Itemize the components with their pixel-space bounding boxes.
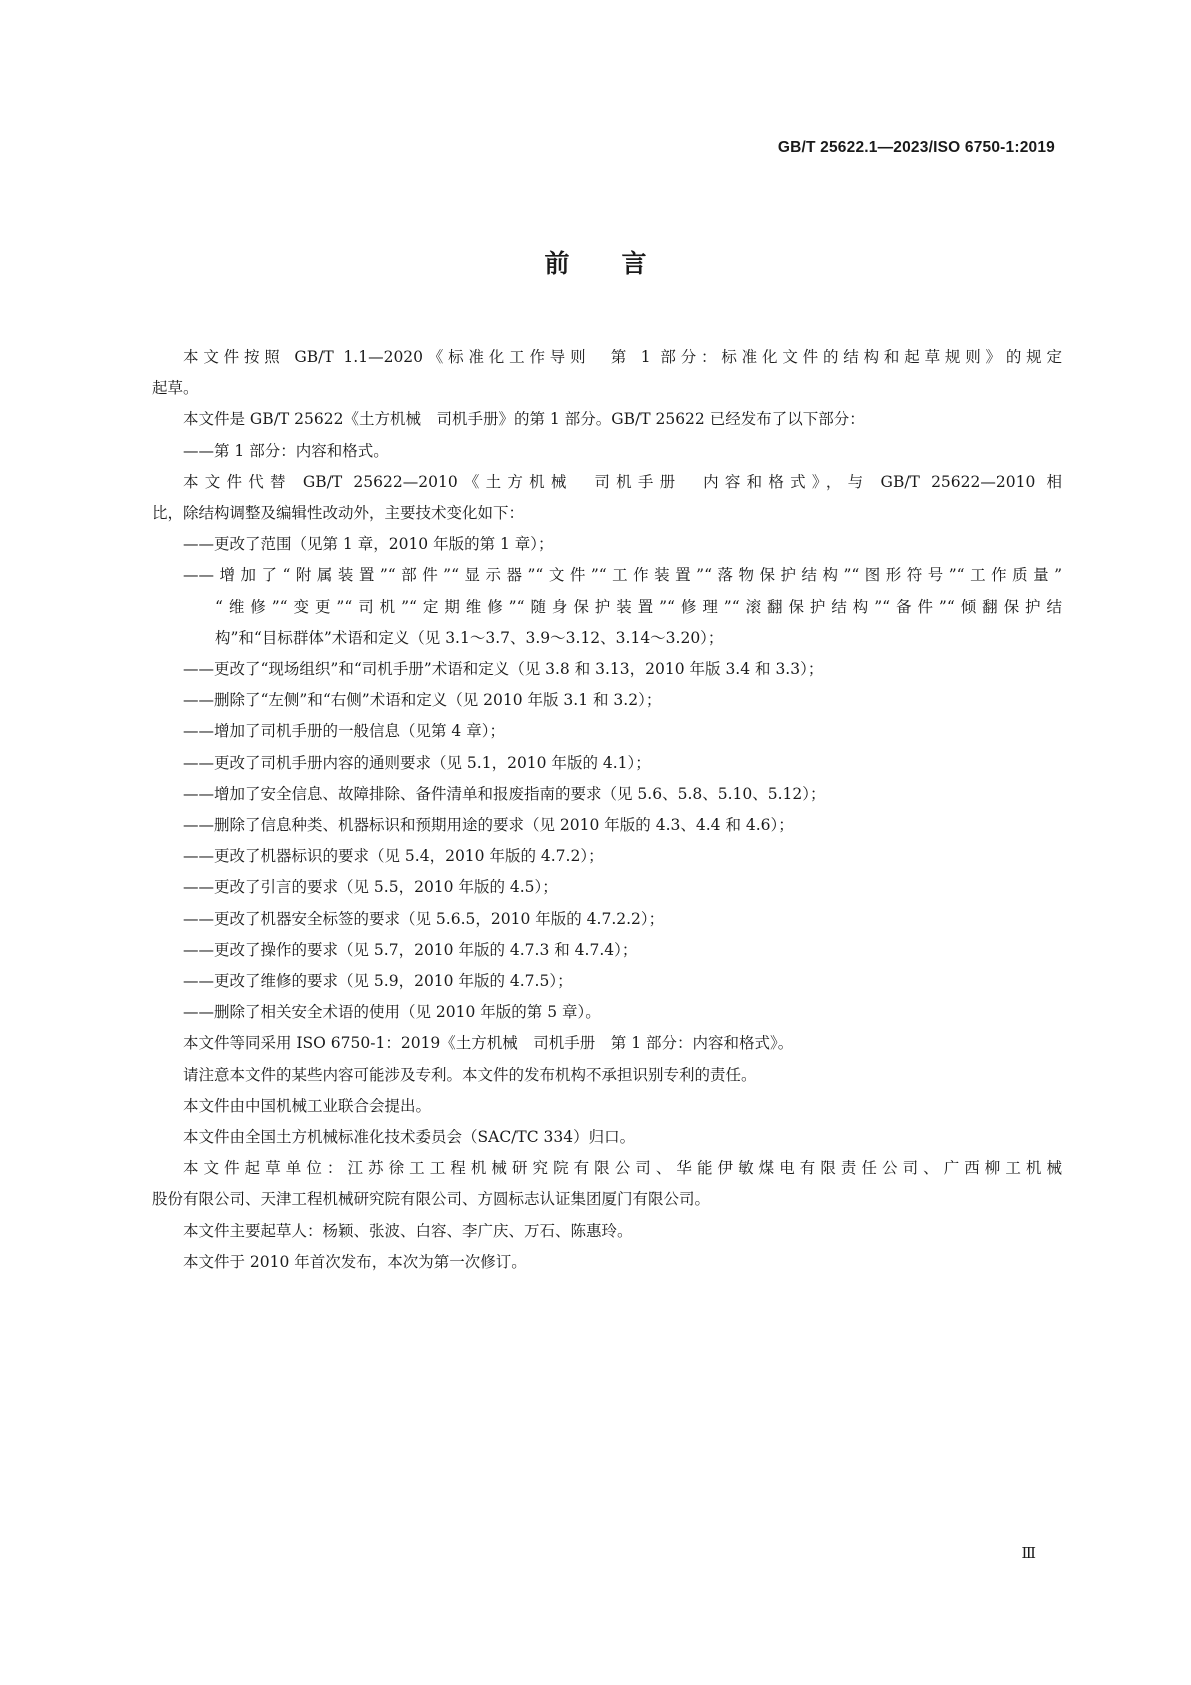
text-line: 本文件主要起草人：杨颖、张波、白容、李广庆、万石、陈惠玲。 — [183, 1221, 633, 1240]
text-line: ——更改了机器安全标签的要求（见 5.6.5，2010 年版的 4.7.2.2）； — [183, 909, 665, 928]
text-line: ——增加了司机手册的一般信息（见第 4 章）； — [183, 722, 505, 741]
text-line: ——更改了司机手册内容的通则要求（见 5.1，2010 年版的 4.1）； — [183, 753, 651, 772]
text-line: ——删除了相关安全术语的使用（见 2010 年版的第 5 章）。 — [183, 1003, 601, 1022]
text-line: ——更改了机器标识的要求（见 5.4，2010 年版的 4.7.2）； — [183, 847, 604, 866]
text-line: ——第 1 部分：内容和格式。 — [183, 441, 389, 460]
foreword-body — [152, 342, 1062, 1278]
text-line: ——增加了“附属装置”“部件”“显示器”“文件”“工作装置”“落物保护结构”“图形符号”“工作质量” — [183, 566, 1062, 585]
text-line: ——更改了操作的要求（见 5.7，2010 年版的 4.7.3 和 4.7.4）； — [183, 940, 638, 959]
text-line: 本文件按照 GB/T 1.1—2020《标准化工作导则 第 1 部分：标准化文件的结构和起草规则》的规定 — [183, 348, 1062, 366]
text-line: ——更改了范围（见第 1 章，2010 年版的第 1 章）； — [183, 535, 554, 554]
text-line: ——更改了维修的要求（见 5.9，2010 年版的 4.7.5）； — [183, 972, 573, 991]
text-line: 股份有限公司、天津工程机械研究院有限公司、方圆标志认证集团厦门有限公司。 — [152, 1190, 711, 1209]
text-line: ——更改了“现场组织”和“司机手册”术语和定义（见 3.8 和 3.13，2010 年版 3.4 和 3.3）； — [183, 660, 824, 679]
page-title: 前言 — [544, 249, 699, 278]
text-line: 比，除结构调整及编辑性改动外，主要技术变化如下： — [152, 504, 525, 523]
text-line: 请注意本文件的某些内容可能涉及专利。本文件的发布机构不承担识别专利的责任。 — [183, 1065, 757, 1084]
text-line: “维修”“变更”“司机”“定期维修”“随身保护装置”“修理”“滚翻保护结构”“备件”“倾翻保护结 — [215, 597, 1062, 616]
text-line: 本文件由中国机械工业联合会提出。 — [183, 1096, 432, 1115]
text-line: ——删除了信息种类、机器标识和预期用途的要求（见 2010 年版的 4.3、4.4 和 4.6）； — [183, 816, 794, 835]
text-line: ——增加了安全信息、故障排除、备件清单和报废指南的要求（见 5.6、5.8、5.10、5.12）； — [183, 784, 826, 803]
text-line: 本文件等同采用 ISO 6750-1：2019《土方机械 司机手册 第 1 部分：内容和格式》。 — [183, 1034, 794, 1053]
text-line: 本文件是 GB/T 25622《土方机械 司机手册》的第 1 部分。GB/T 25622 已经发布了以下部分： — [183, 410, 865, 429]
text-line: 本文件代替 GB/T 25622—2010《土方机械 司机手册 内容和格式》，与 GB/T 25622—2010 相 — [183, 472, 1062, 491]
page-number: Ⅲ — [1021, 1544, 1036, 1562]
standard-number-header: GB/T 25622.1—2023/ISO 6750-1:2019 — [777, 139, 1055, 156]
text-line: 构”和“目标群体”术语和定义（见 3.1～3.7、3.9～3.12、3.14～3.20）； — [215, 628, 724, 647]
text-line: 本文件由全国土方机械标准化技术委员会（SAC/TC 334）归口。 — [183, 1128, 636, 1147]
text-line: 本文件于 2010 年首次发布，本次为第一次修订。 — [183, 1252, 527, 1271]
text-line: 起草。 — [152, 379, 199, 398]
text-line: ——更改了引言的要求（见 5.5，2010 年版的 4.5）； — [183, 878, 558, 897]
text-line: ——删除了“左侧”和“右侧”术语和定义（见 2010 年版 3.1 和 3.2）； — [183, 691, 662, 710]
text-line: 本文件起草单位：江苏徐工工程机械研究院有限公司、华能伊敏煤电有限责任公司、广西柳工机械 — [183, 1159, 1062, 1178]
